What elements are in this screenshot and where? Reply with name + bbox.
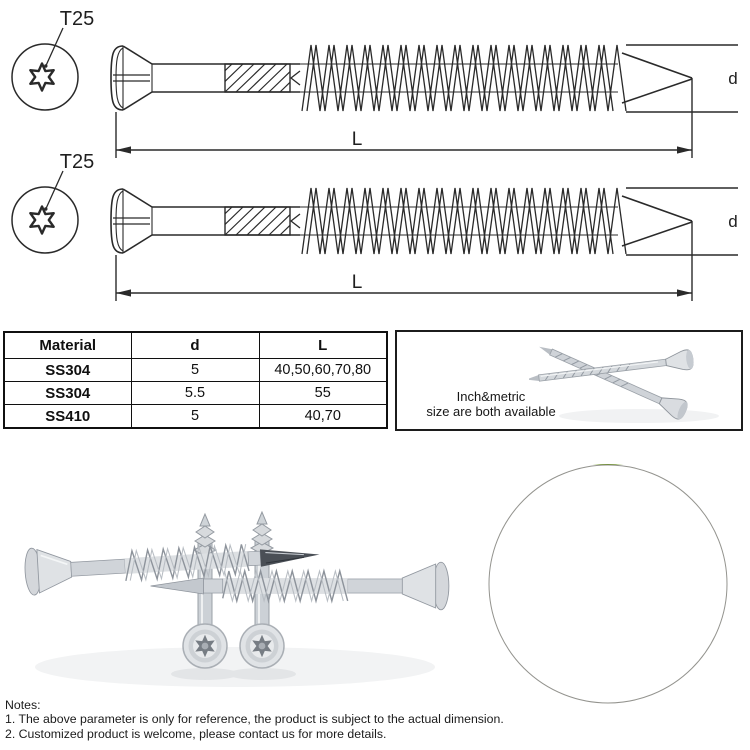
spec-cell-material: SS304 — [4, 359, 131, 382]
spec-cell-d: 5.5 — [131, 382, 259, 405]
spec-cell-material: SS410 — [4, 405, 131, 429]
application-photo — [488, 464, 728, 704]
spec-header-material: Material — [4, 332, 131, 359]
diameter-label-2: d — [728, 212, 738, 231]
feature-screw-b — [535, 338, 690, 422]
spec-table-row — [4, 405, 387, 429]
drive-size-label-1: T25 — [59, 8, 95, 30]
feature-line2: size are both available — [426, 404, 556, 419]
note-item-1: 1. The above parameter is only for reference, the product is subject to the actual dimension. — [5, 712, 504, 727]
note-item-2: 2. Customized product is welcome, please contact us for more details. — [5, 726, 387, 741]
spec-cell-d: 5 — [131, 359, 259, 382]
spec-cell-l: 40,50,60,70,80 — [259, 359, 387, 382]
feature-box — [395, 330, 743, 431]
feature-screws-photo — [529, 334, 739, 429]
spec-cell-l: 40,70 — [259, 405, 387, 429]
spec-header-l: L — [259, 332, 387, 359]
feature-line1: Inch&metric — [456, 389, 526, 404]
length-label-2: L — [351, 272, 363, 293]
screw-drawing-2 — [12, 171, 738, 301]
notes — [5, 698, 504, 741]
spec-cell-d: 5 — [131, 405, 259, 429]
spec-table-row — [4, 382, 387, 405]
spec-table-row — [4, 359, 387, 382]
spec-header-d: d — [131, 332, 259, 359]
spec-cell-material: SS304 — [4, 382, 131, 405]
screws-product-photo — [0, 462, 480, 707]
notes-title: Notes: — [5, 698, 41, 712]
spec-table — [3, 331, 388, 429]
spec-table-header-row — [4, 332, 387, 359]
length-label-1: L — [351, 129, 363, 150]
diameter-label-1: d — [728, 69, 738, 88]
drive-size-label-2: T25 — [59, 151, 95, 173]
screw-technical-drawings — [0, 0, 750, 328]
spec-cell-l: 55 — [259, 382, 387, 405]
screw-drawing-1 — [12, 28, 738, 158]
